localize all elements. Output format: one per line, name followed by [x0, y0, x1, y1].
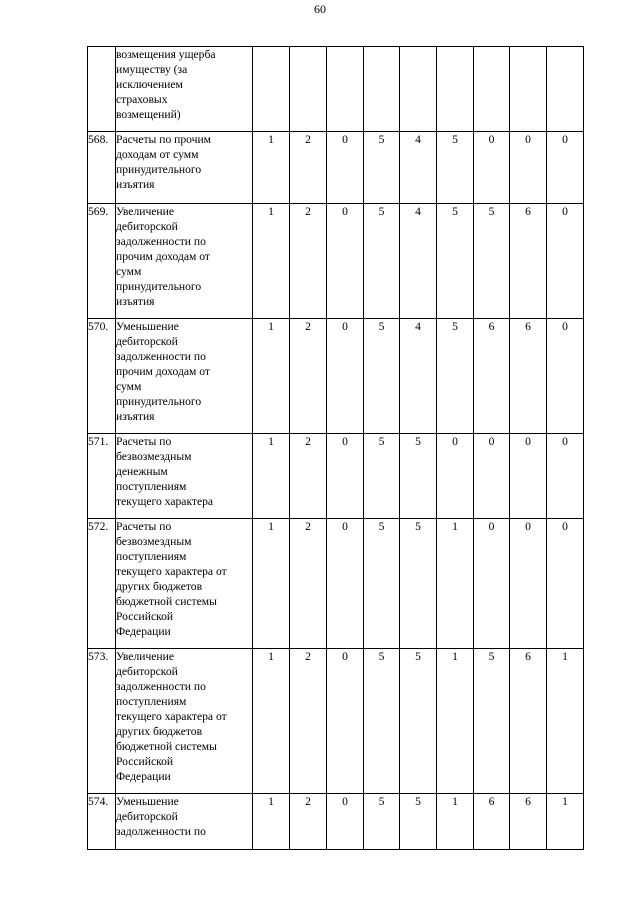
code-digit-cell: 5 [400, 649, 437, 794]
description-line: текущего характера от [116, 710, 227, 723]
row-description [116, 47, 253, 132]
code-digit-cell: 2 [290, 319, 327, 434]
code-digit-cell [364, 47, 400, 132]
code-digit-cell: 1 [437, 794, 474, 850]
code-digit-cell: 0 [327, 204, 364, 319]
description-line: Уменьшение [116, 320, 179, 333]
code-digit-cell: 0 [327, 132, 364, 204]
row-number: 574. [88, 794, 116, 850]
code-digit-cell: 4 [400, 204, 437, 319]
description-line: сумм [116, 380, 142, 393]
description-line: прочим доходам от [116, 250, 210, 263]
code-digit-cell [400, 47, 437, 132]
description-line: других бюджетов [116, 725, 203, 738]
description-line: возмещения ущерба [116, 48, 216, 61]
description-line: Расчеты по [116, 435, 172, 448]
code-digit-cell: 0 [327, 319, 364, 434]
code-digit-cell [474, 47, 510, 132]
account-codes-table [87, 46, 584, 850]
description-line: безвозмездным [116, 450, 192, 463]
code-digit-cell: 0 [327, 649, 364, 794]
description-line: дебиторской [116, 810, 178, 823]
code-digit-cell: 6 [474, 794, 510, 850]
row-number: 572. [88, 519, 116, 649]
description-line: поступлениям [116, 550, 187, 563]
description-line: доходам от сумм [116, 148, 199, 161]
code-digit-cell: 1 [253, 649, 290, 794]
table-row [88, 649, 584, 794]
row-number: 569. [88, 204, 116, 319]
description-line: Федерации [116, 625, 171, 638]
code-digit-cell: 2 [290, 519, 327, 649]
description-line: поступлениям [116, 480, 187, 493]
table-row [88, 794, 584, 850]
description-line: Уменьшение [116, 795, 179, 808]
row-description [116, 319, 253, 434]
description-line: изъятия [116, 178, 155, 191]
description-line: поступлениям [116, 695, 187, 708]
description-line: Российской [116, 755, 174, 768]
row-number: 571. [88, 434, 116, 519]
code-digit-cell: 4 [400, 132, 437, 204]
code-digit-cell: 2 [290, 434, 327, 519]
code-digit-cell: 5 [364, 204, 400, 319]
code-digit-cell: 5 [400, 519, 437, 649]
code-digit-cell: 0 [547, 519, 584, 649]
code-digit-cell: 0 [474, 519, 510, 649]
code-digit-cell: 0 [510, 132, 547, 204]
row-number: 573. [88, 649, 116, 794]
description-line: изъятия [116, 410, 155, 423]
code-digit-cell [547, 47, 584, 132]
description-line: задолженности по [116, 350, 206, 363]
table-row [88, 434, 584, 519]
row-description [116, 132, 253, 204]
code-digit-cell: 0 [510, 519, 547, 649]
code-digit-cell: 1 [547, 794, 584, 850]
row-number: 568. [88, 132, 116, 204]
row-description [116, 434, 253, 519]
table-row [88, 132, 584, 204]
row-description [116, 794, 253, 850]
row-description [116, 204, 253, 319]
code-digit-cell: 5 [364, 649, 400, 794]
code-digit-cell: 1 [253, 519, 290, 649]
code-digit-cell: 0 [547, 434, 584, 519]
code-digit-cell: 0 [327, 794, 364, 850]
description-line: задолженности по [116, 825, 206, 838]
code-digit-cell: 2 [290, 649, 327, 794]
code-digit-cell: 1 [253, 794, 290, 850]
description-line: Российской [116, 610, 174, 623]
code-digit-cell: 5 [437, 319, 474, 434]
description-line: дебиторской [116, 335, 178, 348]
code-digit-cell: 5 [437, 204, 474, 319]
description-line: сумм [116, 265, 142, 278]
row-number: 570. [88, 319, 116, 434]
code-digit-cell: 5 [364, 434, 400, 519]
page-number: 60 [314, 2, 326, 16]
description-line: имуществу (за [116, 63, 188, 76]
code-digit-cell [510, 47, 547, 132]
code-digit-cell: 5 [364, 519, 400, 649]
description-line: текущего характера [116, 495, 214, 508]
code-digit-cell: 5 [364, 319, 400, 434]
description-line: задолженности по [116, 235, 206, 248]
code-digit-cell: 5 [400, 794, 437, 850]
code-digit-cell: 4 [400, 319, 437, 434]
code-digit-cell: 2 [290, 794, 327, 850]
description-line: других бюджетов [116, 580, 203, 593]
row-number [88, 47, 116, 132]
description-line: Расчеты по [116, 520, 172, 533]
code-digit-cell: 2 [290, 132, 327, 204]
code-digit-cell: 2 [290, 204, 327, 319]
description-line: исключением [116, 78, 183, 91]
code-digit-cell: 6 [474, 319, 510, 434]
description-line: возмещений) [116, 108, 181, 121]
code-digit-cell: 1 [253, 132, 290, 204]
code-digit-cell [437, 47, 474, 132]
table-row [88, 319, 584, 434]
code-digit-cell: 0 [437, 434, 474, 519]
description-line: принудительного [116, 395, 202, 408]
code-digit-cell: 1 [253, 319, 290, 434]
code-digit-cell: 5 [364, 794, 400, 850]
code-digit-cell: 6 [510, 204, 547, 319]
code-digit-cell: 0 [327, 434, 364, 519]
description-line: принудительного [116, 163, 202, 176]
description-line: Федерации [116, 770, 171, 783]
code-digit-cell: 5 [364, 132, 400, 204]
description-line: текущего характера от [116, 565, 227, 578]
code-digit-cell: 5 [474, 649, 510, 794]
description-line: дебиторской [116, 665, 178, 678]
description-line: безвозмездным [116, 535, 192, 548]
code-digit-cell: 0 [547, 319, 584, 434]
description-line: бюджетной системы [116, 740, 217, 753]
code-digit-cell: 6 [510, 794, 547, 850]
description-line: дебиторской [116, 220, 178, 233]
code-digit-cell: 1 [253, 434, 290, 519]
code-digit-cell: 0 [547, 132, 584, 204]
code-digit-cell [327, 47, 364, 132]
code-digit-cell: 0 [474, 434, 510, 519]
description-line: страховых [116, 93, 168, 106]
code-digit-cell: 6 [510, 319, 547, 434]
code-digit-cell: 0 [474, 132, 510, 204]
description-line: Увеличение [116, 205, 174, 218]
code-digit-cell: 0 [547, 204, 584, 319]
code-digit-cell: 0 [510, 434, 547, 519]
description-line: принудительного [116, 280, 202, 293]
table-row [88, 47, 584, 132]
description-line: задолженности по [116, 680, 206, 693]
table-row [88, 204, 584, 319]
description-line: Расчеты по прочим [116, 133, 212, 146]
code-digit-cell: 0 [327, 519, 364, 649]
code-digit-cell: 6 [510, 649, 547, 794]
description-line: изъятия [116, 295, 155, 308]
code-digit-cell: 1 [437, 519, 474, 649]
description-line: Увеличение [116, 650, 174, 663]
code-digit-cell: 5 [474, 204, 510, 319]
code-digit-cell: 1 [437, 649, 474, 794]
code-digit-cell: 1 [253, 204, 290, 319]
row-description [116, 519, 253, 649]
code-digit-cell [290, 47, 327, 132]
code-digit-cell: 5 [437, 132, 474, 204]
description-line: прочим доходам от [116, 365, 210, 378]
row-description [116, 649, 253, 794]
description-line: бюджетной системы [116, 595, 217, 608]
code-digit-cell [253, 47, 290, 132]
code-digit-cell: 5 [400, 434, 437, 519]
table-row [88, 519, 584, 649]
code-digit-cell: 1 [547, 649, 584, 794]
description-line: денежным [116, 465, 168, 478]
